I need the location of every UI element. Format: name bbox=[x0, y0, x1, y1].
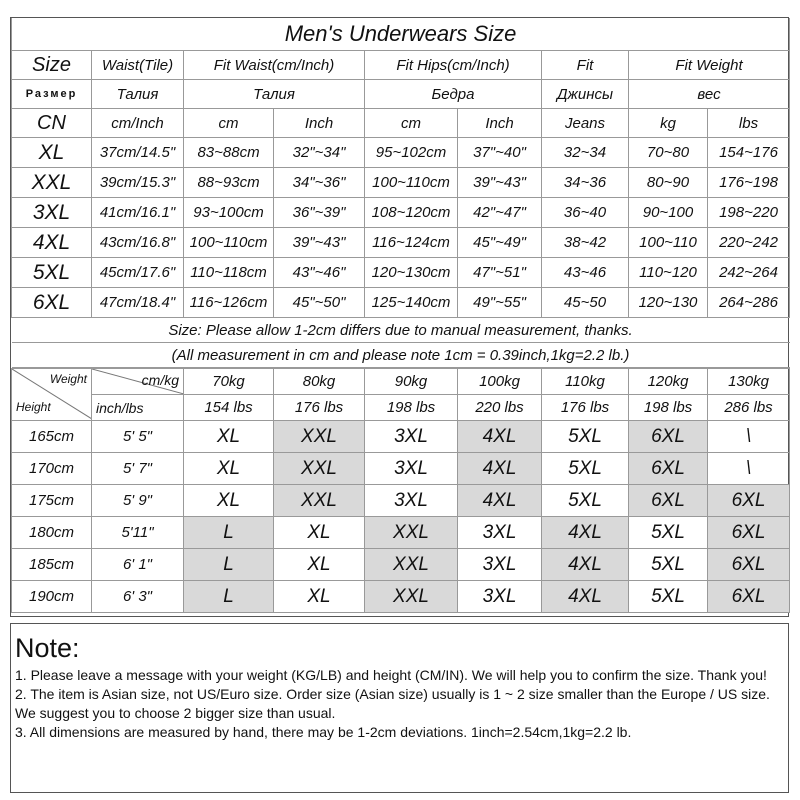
size-cell: 93~100cm bbox=[184, 198, 274, 228]
recommended-size: 6XL bbox=[708, 581, 790, 613]
size-cell: 34~36 bbox=[542, 168, 629, 198]
recommended-size: XL bbox=[274, 517, 365, 549]
recommended-size: 3XL bbox=[458, 581, 542, 613]
kg-cell: 80kg bbox=[274, 369, 365, 395]
recommended-size: 6XL bbox=[629, 453, 708, 485]
header-cell: Waist(Tile) bbox=[92, 51, 184, 80]
size-label: 6XL bbox=[12, 288, 92, 318]
size-cell: 43"~46" bbox=[274, 258, 365, 288]
note-line: 3. All dimensions are measured by hand, there may be 1-2cm deviations. 1inch=2.54cm,1kg=2.2 lb. bbox=[15, 724, 632, 740]
recommended-size: 3XL bbox=[365, 485, 458, 517]
height-cm: 190cm bbox=[12, 581, 92, 613]
recommended-size: 3XL bbox=[365, 421, 458, 453]
height-cm: 185cm bbox=[12, 549, 92, 581]
size-cell: 47cm/18.4" bbox=[92, 288, 184, 318]
unit-bottom-label: inch/lbs bbox=[92, 395, 184, 421]
height-inch: 6' 3" bbox=[92, 581, 184, 613]
size-cell: 45"~50" bbox=[274, 288, 365, 318]
recommended-size: 6XL bbox=[708, 485, 790, 517]
size-cell: 38~42 bbox=[542, 228, 629, 258]
header-cell: Размер bbox=[12, 80, 92, 109]
size-chart bbox=[10, 17, 789, 617]
corner-cell bbox=[12, 369, 92, 421]
recommended-size: \ bbox=[708, 421, 790, 453]
header-cell: Fit Waist(cm/Inch) bbox=[184, 51, 365, 80]
recommended-size: XXL bbox=[365, 517, 458, 549]
size-row bbox=[12, 258, 790, 288]
height-inch: 5' 9" bbox=[92, 485, 184, 517]
size-cell: 83~88cm bbox=[184, 138, 274, 168]
kg-cell: 120kg bbox=[629, 369, 708, 395]
height-row bbox=[12, 581, 790, 613]
note-title: Note: bbox=[15, 633, 80, 663]
height-cm: 165cm bbox=[12, 421, 92, 453]
kg-cell: 100kg bbox=[458, 369, 542, 395]
size-cell: 220~242 bbox=[708, 228, 790, 258]
recommended-size: 5XL bbox=[542, 421, 629, 453]
note-line: 1. Please leave a message with your weight (KG/LB) and height (CM/IN). We will help you to confirm the size. Thank you! bbox=[15, 667, 767, 683]
recommended-size: XL bbox=[184, 485, 274, 517]
size-cell: 90~100 bbox=[629, 198, 708, 228]
size-cell: 47"~51" bbox=[458, 258, 542, 288]
recommended-size: XXL bbox=[365, 581, 458, 613]
header-cell: Fit bbox=[542, 51, 629, 80]
height-row bbox=[12, 485, 790, 517]
size-label: XL bbox=[12, 138, 92, 168]
header-cell: lbs bbox=[708, 109, 790, 138]
note-box bbox=[10, 623, 789, 793]
recommended-size: 3XL bbox=[458, 549, 542, 581]
size-cell: 120~130 bbox=[629, 288, 708, 318]
lbs-cell: 154 lbs bbox=[184, 395, 274, 421]
recommended-size: 4XL bbox=[542, 517, 629, 549]
kg-cell: 70kg bbox=[184, 369, 274, 395]
size-row bbox=[12, 198, 790, 228]
size-cell: 42"~47" bbox=[458, 198, 542, 228]
size-label: 5XL bbox=[12, 258, 92, 288]
kg-cell: 90kg bbox=[365, 369, 458, 395]
recommended-size: L bbox=[184, 517, 274, 549]
size-cell: 39"~43" bbox=[458, 168, 542, 198]
size-cell: 116~126cm bbox=[184, 288, 274, 318]
size-cell: 45"~49" bbox=[458, 228, 542, 258]
size-cell: 116~124cm bbox=[365, 228, 458, 258]
size-cell: 264~286 bbox=[708, 288, 790, 318]
header-row-3 bbox=[12, 109, 790, 138]
header-row-2 bbox=[12, 80, 790, 109]
header-cell: Jeans bbox=[542, 109, 629, 138]
size-cell: 176~198 bbox=[708, 168, 790, 198]
header-cell: Талия bbox=[184, 80, 365, 109]
recommended-size: 5XL bbox=[629, 581, 708, 613]
header-cell: Fit Hips(cm/Inch) bbox=[365, 51, 542, 80]
height-inch: 5'11" bbox=[92, 517, 184, 549]
header-cell: Fit Weight bbox=[629, 51, 790, 80]
height-cm: 180cm bbox=[12, 517, 92, 549]
size-cell: 39cm/15.3" bbox=[92, 168, 184, 198]
recommended-size: L bbox=[184, 581, 274, 613]
size-cell: 45cm/17.6" bbox=[92, 258, 184, 288]
conversion-note: (All measurement in cm and please note 1cm = 0.39inch,1kg=2.2 lb.) bbox=[12, 343, 790, 368]
recommended-size: L bbox=[184, 549, 274, 581]
unit-cell bbox=[92, 369, 184, 395]
lbs-cell: 176 lbs bbox=[542, 395, 629, 421]
recommended-size: XL bbox=[274, 581, 365, 613]
unit-top-label: cm/kg bbox=[141, 372, 179, 388]
size-cell: 43cm/16.8" bbox=[92, 228, 184, 258]
recommended-size: XL bbox=[184, 453, 274, 485]
size-label: 3XL bbox=[12, 198, 92, 228]
size-cell: 88~93cm bbox=[184, 168, 274, 198]
recommended-size: 4XL bbox=[458, 453, 542, 485]
size-row bbox=[12, 168, 790, 198]
lbs-cell: 198 lbs bbox=[629, 395, 708, 421]
size-label: XXL bbox=[12, 168, 92, 198]
recommended-size: XXL bbox=[365, 549, 458, 581]
header-cell: Size bbox=[12, 51, 92, 80]
recommended-size: 6XL bbox=[629, 421, 708, 453]
size-cell: 100~110 bbox=[629, 228, 708, 258]
size-cell: 154~176 bbox=[708, 138, 790, 168]
height-row bbox=[12, 421, 790, 453]
size-table bbox=[11, 18, 790, 368]
header-cell: вес bbox=[629, 80, 790, 109]
recommended-size: XL bbox=[274, 549, 365, 581]
measurement-note: Size: Please allow 1-2cm differs due to manual measurement, thanks. bbox=[12, 318, 790, 343]
header-cell: Inch bbox=[274, 109, 365, 138]
height-row bbox=[12, 549, 790, 581]
size-cell: 39"~43" bbox=[274, 228, 365, 258]
header-cell: Талия bbox=[92, 80, 184, 109]
height-inch: 5' 7" bbox=[92, 453, 184, 485]
height-row bbox=[12, 453, 790, 485]
lbs-cell: 286 lbs bbox=[708, 395, 790, 421]
header-cell: Inch bbox=[458, 109, 542, 138]
lbs-cell: 176 lbs bbox=[274, 395, 365, 421]
note-line: 2. The item is Asian size, not US/Euro size. Order size (Asian size) usually is 1 ~ 2 size smaller than the Europe / US size. bbox=[15, 686, 770, 702]
size-cell: 49"~55" bbox=[458, 288, 542, 318]
size-cell: 36~40 bbox=[542, 198, 629, 228]
size-cell: 80~90 bbox=[629, 168, 708, 198]
header-cell: CN bbox=[12, 109, 92, 138]
recommended-size: XL bbox=[184, 421, 274, 453]
size-cell: 100~110cm bbox=[365, 168, 458, 198]
recommended-size: 6XL bbox=[708, 549, 790, 581]
recommended-size: XXL bbox=[274, 453, 365, 485]
height-cm: 175cm bbox=[12, 485, 92, 517]
size-label: 4XL bbox=[12, 228, 92, 258]
size-cell: 32~34 bbox=[542, 138, 629, 168]
chart-title: Men's Underwears Size bbox=[12, 18, 790, 51]
header-row-1 bbox=[12, 51, 790, 80]
header-cell: Джинсы bbox=[542, 80, 629, 109]
header-cell: Бедра bbox=[365, 80, 542, 109]
recommended-size: XXL bbox=[274, 421, 365, 453]
recommended-size: \ bbox=[708, 453, 790, 485]
recommended-size: XXL bbox=[274, 485, 365, 517]
recommended-size: 6XL bbox=[629, 485, 708, 517]
height-cm: 170cm bbox=[12, 453, 92, 485]
size-cell: 43~46 bbox=[542, 258, 629, 288]
height-row bbox=[12, 517, 790, 549]
size-cell: 37cm/14.5" bbox=[92, 138, 184, 168]
lbs-cell: 220 lbs bbox=[458, 395, 542, 421]
size-cell: 41cm/16.1" bbox=[92, 198, 184, 228]
header-cell: kg bbox=[629, 109, 708, 138]
size-cell: 32"~34" bbox=[274, 138, 365, 168]
height-label: Height bbox=[16, 400, 51, 414]
recommended-size: 6XL bbox=[708, 517, 790, 549]
size-cell: 198~220 bbox=[708, 198, 790, 228]
size-cell: 125~140cm bbox=[365, 288, 458, 318]
kg-cell: 130kg bbox=[708, 369, 790, 395]
recommended-size: 3XL bbox=[458, 517, 542, 549]
recommended-size: 5XL bbox=[542, 485, 629, 517]
size-row bbox=[12, 138, 790, 168]
recommended-size: 5XL bbox=[629, 549, 708, 581]
header-cell: cm/Inch bbox=[92, 109, 184, 138]
height-inch: 5' 5" bbox=[92, 421, 184, 453]
recommended-size: 3XL bbox=[365, 453, 458, 485]
size-cell: 110~120 bbox=[629, 258, 708, 288]
recommended-size: 4XL bbox=[458, 421, 542, 453]
recommended-size: 4XL bbox=[542, 549, 629, 581]
size-cell: 110~118cm bbox=[184, 258, 274, 288]
height-weight-table bbox=[11, 368, 790, 613]
size-row bbox=[12, 228, 790, 258]
size-cell: 45~50 bbox=[542, 288, 629, 318]
header-cell: cm bbox=[365, 109, 458, 138]
size-cell: 100~110cm bbox=[184, 228, 274, 258]
lbs-cell: 198 lbs bbox=[365, 395, 458, 421]
size-cell: 34"~36" bbox=[274, 168, 365, 198]
recommended-size: 4XL bbox=[542, 581, 629, 613]
size-row bbox=[12, 288, 790, 318]
recommended-size: 4XL bbox=[458, 485, 542, 517]
size-cell: 70~80 bbox=[629, 138, 708, 168]
kg-cell: 110kg bbox=[542, 369, 629, 395]
size-cell: 95~102cm bbox=[365, 138, 458, 168]
recommended-size: 5XL bbox=[629, 517, 708, 549]
weight-label: Weight bbox=[49, 372, 87, 386]
size-cell: 120~130cm bbox=[365, 258, 458, 288]
size-cell: 36"~39" bbox=[274, 198, 365, 228]
recommended-size: 5XL bbox=[542, 453, 629, 485]
header-cell: cm bbox=[184, 109, 274, 138]
size-cell: 242~264 bbox=[708, 258, 790, 288]
height-inch: 6' 1" bbox=[92, 549, 184, 581]
size-cell: 37"~40" bbox=[458, 138, 542, 168]
note-line: We suggest you to choose 2 bigger size than usual. bbox=[15, 705, 336, 721]
size-cell: 108~120cm bbox=[365, 198, 458, 228]
